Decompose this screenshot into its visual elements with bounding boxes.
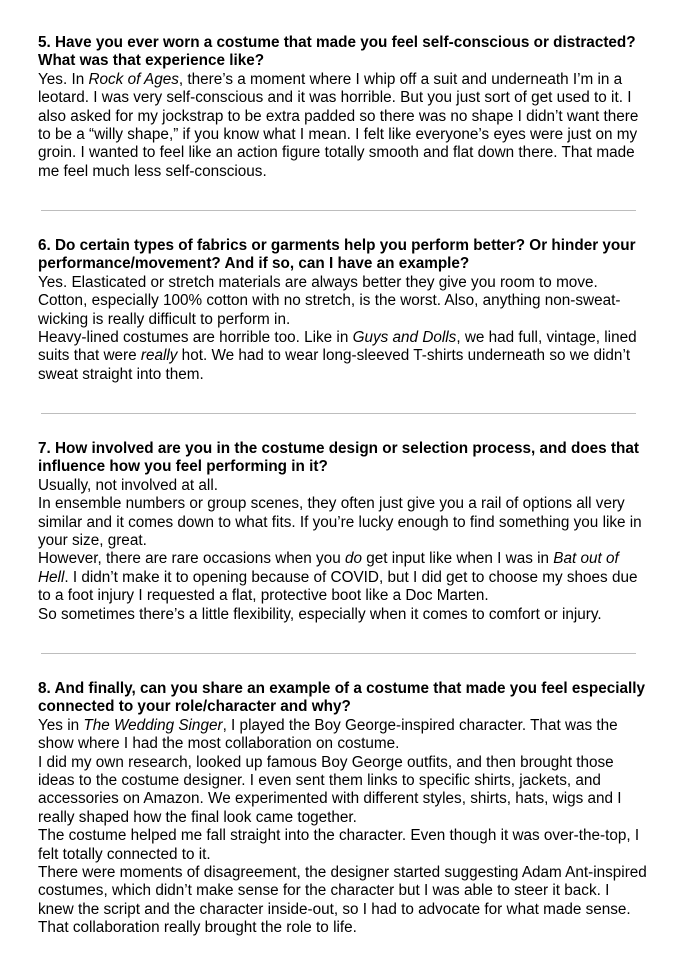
answer-paragraph	[38, 827, 648, 864]
qa-section-7	[38, 440, 648, 624]
qa-section-8	[38, 680, 648, 938]
answer-paragraph	[38, 274, 648, 329]
answer-body	[38, 274, 648, 384]
qa-section-5	[38, 34, 648, 181]
answer-body	[38, 717, 648, 938]
answer-text: So sometimes there’s a little flexibility, especially when it comes to comfort or injury.	[38, 605, 602, 623]
answer-paragraph	[38, 606, 648, 624]
answer-paragraph	[38, 477, 648, 495]
italic-title-text: Bat out of Hell	[38, 550, 619, 586]
answer-text: Usually, not involved at all.	[38, 476, 218, 494]
italic-title-text: Rock of Ages	[88, 70, 179, 88]
question-heading: 8. And finally, can you share an example of a costume that made you feel especially connected to your role/character and why?	[38, 680, 645, 716]
answer-text: . I didn’t make it to opening because of COVID, but I did get to choose my shoes due to a foot injury I requested a flat, protective boot like a Doc Marten.	[38, 568, 638, 605]
answer-text: Yes in	[38, 716, 84, 734]
answer-text: , there’s a moment where I whip off a suit and underneath I’m in a leotard. I was very self-conscious and it was horrible. But you just sort of get used to it. I also asked for my jockstrap to be extra padded so there was no shape I didn’t want there to be a “willy shape,” if you know what I mean. I felt like everyone’s eyes were just on my groin. I wanted to feel like an action figure totally smooth and flat down there. That made me feel much less self-conscious.	[38, 70, 639, 180]
answer-text: , we had full, vintage, lined suits that were	[38, 329, 637, 365]
answer-text: The costume helped me fall straight into the character. Even though it was over-the-top, I felt totally connected to it.	[38, 827, 640, 863]
answer-text: Yes. Elasticated or stretch materials are always better they give you room to move. Cotton, especially 100% cotton with no stretch, is the worst. Also, anything non-sweat-wicking is really difficult to perform in.	[38, 273, 621, 328]
answer-text: I did my own research, looked up famous Boy George outfits, and then brought those ideas to the costume designer. I even sent them links to specific shirts, jackets, and accessories on Amazon. We experimented with different styles, shirts, hats, wigs and I really shaped how the final look came together.	[38, 753, 622, 826]
answer-body	[38, 477, 648, 624]
answer-paragraph	[38, 550, 648, 605]
italic-title-text: The Wedding Singer	[83, 716, 223, 734]
question-heading: 6. Do certain types of fabrics or garments help you perform better? Or hinder your performance/movement? And if so, can I have an example?	[38, 237, 636, 273]
italic-title-text: really	[140, 347, 178, 365]
answer-paragraph	[38, 754, 648, 828]
answer-text: get input like when I was in	[361, 550, 554, 568]
section-divider	[41, 210, 636, 211]
answer-text: hot. We had to wear long-sleeved T-shirts underneath so we didn’t sweat straight into them.	[38, 347, 631, 383]
answer-body	[38, 71, 648, 181]
answer-paragraph	[38, 71, 648, 181]
answer-paragraph	[38, 329, 648, 384]
answer-text: Heavy-lined costumes are horrible too. Like in	[38, 329, 353, 347]
section-divider	[41, 413, 636, 414]
answer-text: However, there are rare occasions when you	[38, 550, 345, 568]
answer-paragraph	[38, 495, 648, 550]
answer-text: In ensemble numbers or group scenes, they often just give you a rail of options all very similar and it comes down to what fits. If you’re lucky enough to find something you like in your size, great.	[38, 495, 642, 550]
italic-title-text: do	[344, 550, 362, 568]
answer-paragraph	[38, 864, 648, 938]
qa-section-6	[38, 237, 648, 384]
answer-text: Yes. In	[38, 70, 89, 88]
section-divider	[41, 653, 636, 654]
answer-paragraph	[38, 717, 648, 754]
answer-text: , I played the Boy George-inspired character. That was the show where I had the most collaboration on costume.	[38, 716, 618, 753]
italic-title-text: Guys and Dolls	[352, 329, 457, 347]
question-heading: 7. How involved are you in the costume design or selection process, and does that influence how you feel performing in it?	[38, 440, 639, 476]
question-heading: 5. Have you ever worn a costume that made you feel self-conscious or distracted? What was that experience like?	[38, 34, 636, 70]
answer-text: There were moments of disagreement, the designer started suggesting Adam Ant-inspired costumes, which didn’t make sense for the character but I was able to steer it back. I knew the script and the character inside-out, so I had to advocate for what made sense. That collaboration really brought the role to life.	[38, 864, 647, 937]
